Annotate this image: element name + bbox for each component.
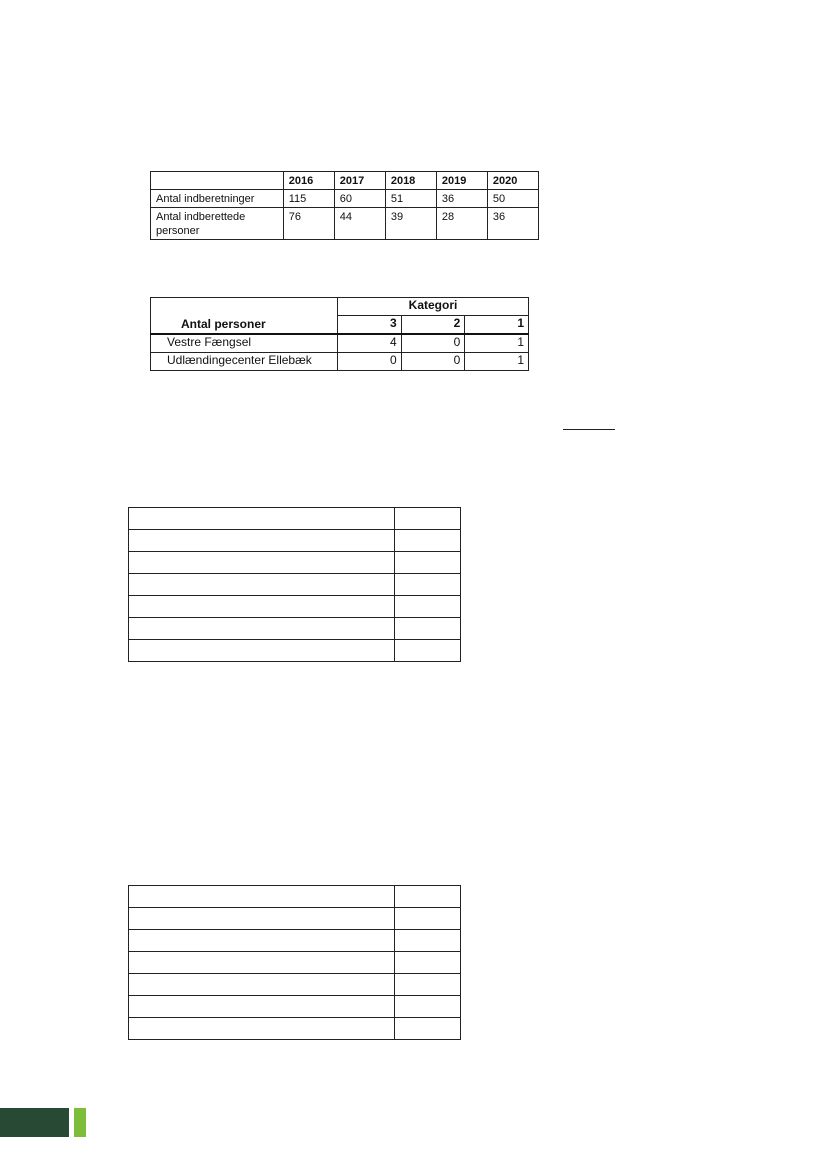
table-cell — [395, 618, 461, 640]
table-cell — [395, 952, 461, 974]
table-row — [129, 596, 461, 618]
table-row — [129, 930, 461, 952]
table-cell — [129, 952, 395, 974]
table-cell: 44 — [334, 208, 385, 240]
table-cell: 28 — [436, 208, 487, 240]
table-cell: 1 — [465, 334, 529, 353]
category-cell: 2 — [401, 316, 465, 335]
table-cell — [395, 508, 461, 530]
table-cell — [129, 640, 395, 662]
table-cell: 0 — [338, 353, 402, 371]
table-row — [129, 974, 461, 996]
year-header: 2017 — [334, 172, 385, 190]
header-empty-cell — [151, 172, 284, 190]
table-row — [151, 208, 539, 240]
row-label: Vestre Fængsel — [151, 334, 338, 353]
empty-table — [128, 885, 461, 1040]
table-cell — [395, 996, 461, 1018]
table-cell — [129, 886, 395, 908]
table-row — [129, 552, 461, 574]
table-cell — [129, 508, 395, 530]
table-cell — [395, 530, 461, 552]
antal-personer-label: Antal personer — [181, 317, 266, 331]
category-cell: 1 — [465, 316, 529, 335]
table-header-row — [151, 172, 539, 190]
table-cell — [129, 908, 395, 930]
category-header: Kategori — [338, 298, 529, 316]
row-label: Antal indberettede personer — [151, 208, 284, 240]
table-row — [151, 334, 529, 353]
table-cell: 76 — [283, 208, 334, 240]
year-header: 2018 — [385, 172, 436, 190]
category-cell: 3 — [338, 316, 402, 335]
table-row — [151, 190, 539, 208]
table-cell — [395, 1018, 461, 1040]
table-cell — [129, 618, 395, 640]
footer-dark-bar — [0, 1108, 69, 1137]
table-cell — [129, 1018, 395, 1040]
table-row — [151, 353, 529, 371]
footer-green-bar — [74, 1108, 86, 1137]
table-cell — [395, 886, 461, 908]
table-cell: 36 — [436, 190, 487, 208]
table-header-row — [151, 298, 529, 316]
kategori-table — [150, 297, 529, 371]
table-cell — [395, 640, 461, 662]
table-row — [129, 640, 461, 662]
table-cell — [395, 974, 461, 996]
table-cell — [129, 930, 395, 952]
table-row — [129, 574, 461, 596]
table-cell — [129, 552, 395, 574]
table-cell: 0 — [401, 334, 465, 353]
table-row — [129, 530, 461, 552]
table-cell: 50 — [487, 190, 538, 208]
table-cell — [395, 596, 461, 618]
year-header: 2020 — [487, 172, 538, 190]
row-header — [151, 298, 338, 335]
table-row — [129, 886, 461, 908]
underline-mark — [563, 429, 615, 430]
table-cell — [395, 574, 461, 596]
table-row — [129, 996, 461, 1018]
indberetninger-table — [150, 171, 539, 240]
table-cell: 4 — [338, 334, 402, 353]
table-row — [129, 508, 461, 530]
row-label: Antal indberetninger — [151, 190, 284, 208]
table-row — [129, 1018, 461, 1040]
table-cell — [129, 996, 395, 1018]
table-cell: 39 — [385, 208, 436, 240]
empty-table — [128, 507, 461, 662]
table-cell — [395, 552, 461, 574]
table-cell — [129, 596, 395, 618]
row-label: Udlændingecenter Ellebæk — [151, 353, 338, 371]
table-cell: 36 — [487, 208, 538, 240]
table-cell — [129, 574, 395, 596]
table-cell — [395, 908, 461, 930]
table-cell: 51 — [385, 190, 436, 208]
table-cell — [129, 530, 395, 552]
table-row — [129, 952, 461, 974]
year-header: 2019 — [436, 172, 487, 190]
table-row — [129, 908, 461, 930]
table-row — [129, 618, 461, 640]
table-cell — [129, 974, 395, 996]
year-header: 2016 — [283, 172, 334, 190]
table-cell: 60 — [334, 190, 385, 208]
table-cell: 1 — [465, 353, 529, 371]
table-cell — [395, 930, 461, 952]
table-cell: 0 — [401, 353, 465, 371]
table-cell: 115 — [283, 190, 334, 208]
